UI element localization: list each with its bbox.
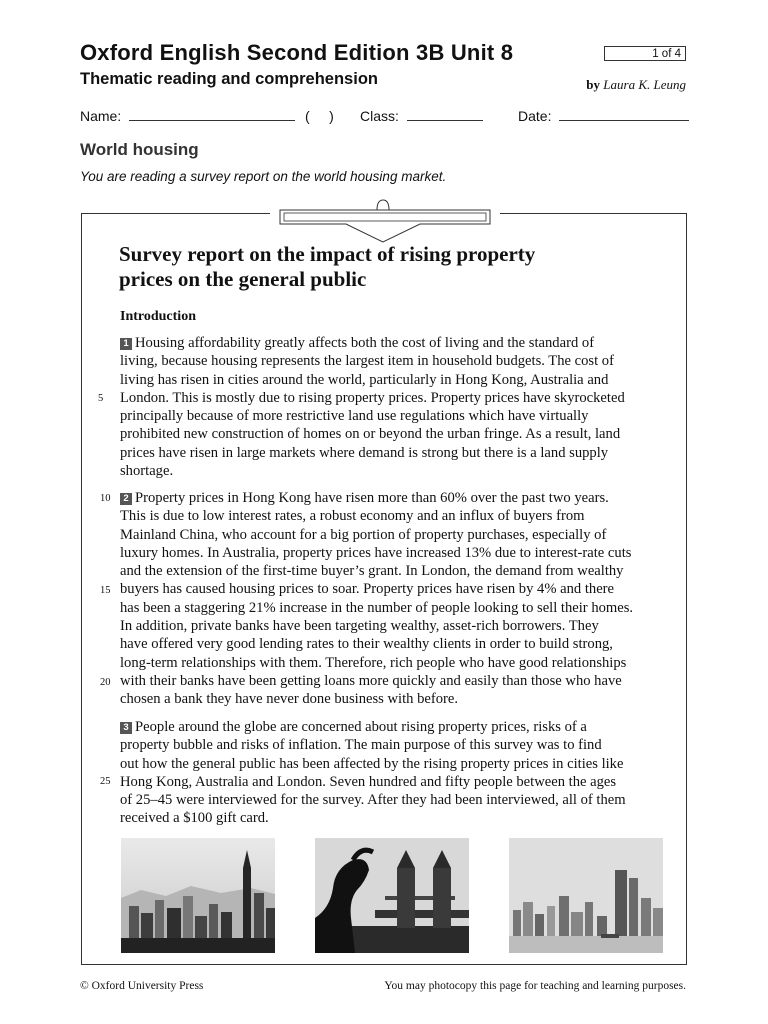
tower-bridge-london-photo: [315, 838, 469, 953]
instruction-text: You are reading a survey report on the world housing market.: [80, 169, 447, 184]
line-number: 10: [100, 493, 111, 504]
byline: [586, 77, 686, 93]
paragraph-line: Hong Kong, Australia and London. Seven hundred and fifty people between the ages: [120, 773, 617, 790]
paragraph-number-badge: 3: [120, 722, 132, 734]
byline-by: by: [586, 77, 601, 92]
class-blank[interactable]: [407, 106, 483, 121]
paragraph-line: shortage.: [120, 463, 174, 480]
line-number: 25: [100, 776, 111, 787]
paragraph-line: buyers has caused housing prices to soar. Property prices have risen by 4% and there: [120, 581, 615, 598]
worksheet-subtitle: Thematic reading and comprehension: [80, 70, 378, 88]
paragraph-line: of 25–45 were interviewed for the survey. After they had been interviewed, all of them: [120, 792, 626, 809]
paragraph-3: [120, 718, 670, 828]
paragraph-line: out how the general public has been affected by the rising property prices in cities like: [120, 755, 624, 772]
paragraph-line: prices have risen in large markets where demand is strong but there is a land supply: [120, 444, 609, 461]
paragraph-line: living has risen in cities around the world, particularly in Hong Kong, Australia and: [120, 371, 609, 388]
name-blank[interactable]: [129, 106, 295, 121]
paragraph-2: [120, 489, 670, 709]
paragraph-1: [120, 334, 670, 480]
name-label: Name:: [80, 108, 122, 124]
section-title: World housing: [80, 140, 199, 159]
copyright-notice: © Oxford University Press: [80, 980, 204, 992]
report-title-line: prices on the general public: [119, 267, 367, 291]
paragraph-line: has been a staggering 21% increase in the number of people looking to sell their homes.: [120, 599, 634, 616]
city-waterfront-photo: [509, 838, 663, 953]
clip-icon: [270, 198, 500, 248]
page-indicator: 1 of 4: [604, 46, 686, 61]
name-field[interactable]: [80, 106, 334, 124]
paragraph-line: principally because of more restrictive land use regulations which have virtually: [120, 408, 589, 425]
paragraph-line: 1 Housing affordability greatly affects both the cost of living and the standard of: [120, 334, 670, 352]
date-blank[interactable]: [559, 106, 689, 121]
date-field[interactable]: [518, 106, 689, 124]
paragraph-line: This is due to low interest rates, a robust economy and an influx of buyers from: [120, 508, 585, 525]
photocopy-notice: You may photocopy this page for teaching and learning purposes.: [384, 980, 686, 992]
paragraph-line: 3 People around the globe are concerned about rising property prices, risks of a: [120, 718, 670, 736]
paragraph-number-badge: 2: [120, 493, 132, 505]
paragraph-line: and the extension of the first-time buyer’s grant. In London, the demand from wealthy: [120, 563, 624, 580]
paragraph-line: In addition, private banks have been targeting wealthy, asset-rich borrowers. They: [120, 618, 599, 635]
paragraph-line: chosen a bank they have never done business with before.: [120, 691, 458, 708]
paragraph-line: received a $100 gift card.: [120, 810, 269, 827]
paragraph-line: property bubble and risks of inflation. The main purpose of this survey was to find: [120, 737, 602, 754]
paragraph-line: Mainland China, who account for a big portion of property purchases, especially of: [120, 526, 607, 543]
class-number-paren: ( ): [305, 108, 334, 124]
worksheet-title: Oxford English Second Edition 3B Unit 8: [80, 40, 514, 65]
paragraph-line: living, because housing represents the largest item in household budgets. The cost of: [120, 353, 614, 370]
date-label: Date:: [518, 108, 552, 124]
paragraph-line: prohibited new construction of homes on or beyond the urban fringe. As a result, land: [120, 426, 621, 443]
paragraph-line: luxury homes. In Australia, property prices have increased 13% due to interest-rate cuts: [120, 544, 632, 561]
paragraph-line: long-term relationships with them. Therefore, rich people who have good relationships: [120, 654, 627, 671]
line-number: 20: [100, 677, 111, 688]
line-number: 5: [98, 393, 104, 404]
paragraph-number-badge: 1: [120, 338, 132, 350]
hong-kong-skyline-photo: [121, 838, 275, 953]
introduction-heading: Introduction: [120, 309, 196, 324]
paragraph-line: with their banks have been getting loans more quickly and easily than those who have: [120, 672, 622, 689]
byline-author: Laura K. Leung: [603, 77, 686, 92]
class-label: Class:: [360, 108, 399, 124]
report-title: [119, 242, 639, 292]
line-number: 15: [100, 585, 111, 596]
class-field[interactable]: [360, 106, 483, 124]
paragraph-line: 2 Property prices in Hong Kong have risen more than 60% over the past two years.: [120, 489, 670, 507]
paragraph-line: have offered very good lending rates to their wealthy clients in order to build strong,: [120, 636, 613, 653]
report-title-line: Survey report on the impact of rising property: [119, 242, 536, 266]
paragraph-line: London. This is mostly due to rising property prices. Property prices have skyrocketed: [120, 389, 625, 406]
